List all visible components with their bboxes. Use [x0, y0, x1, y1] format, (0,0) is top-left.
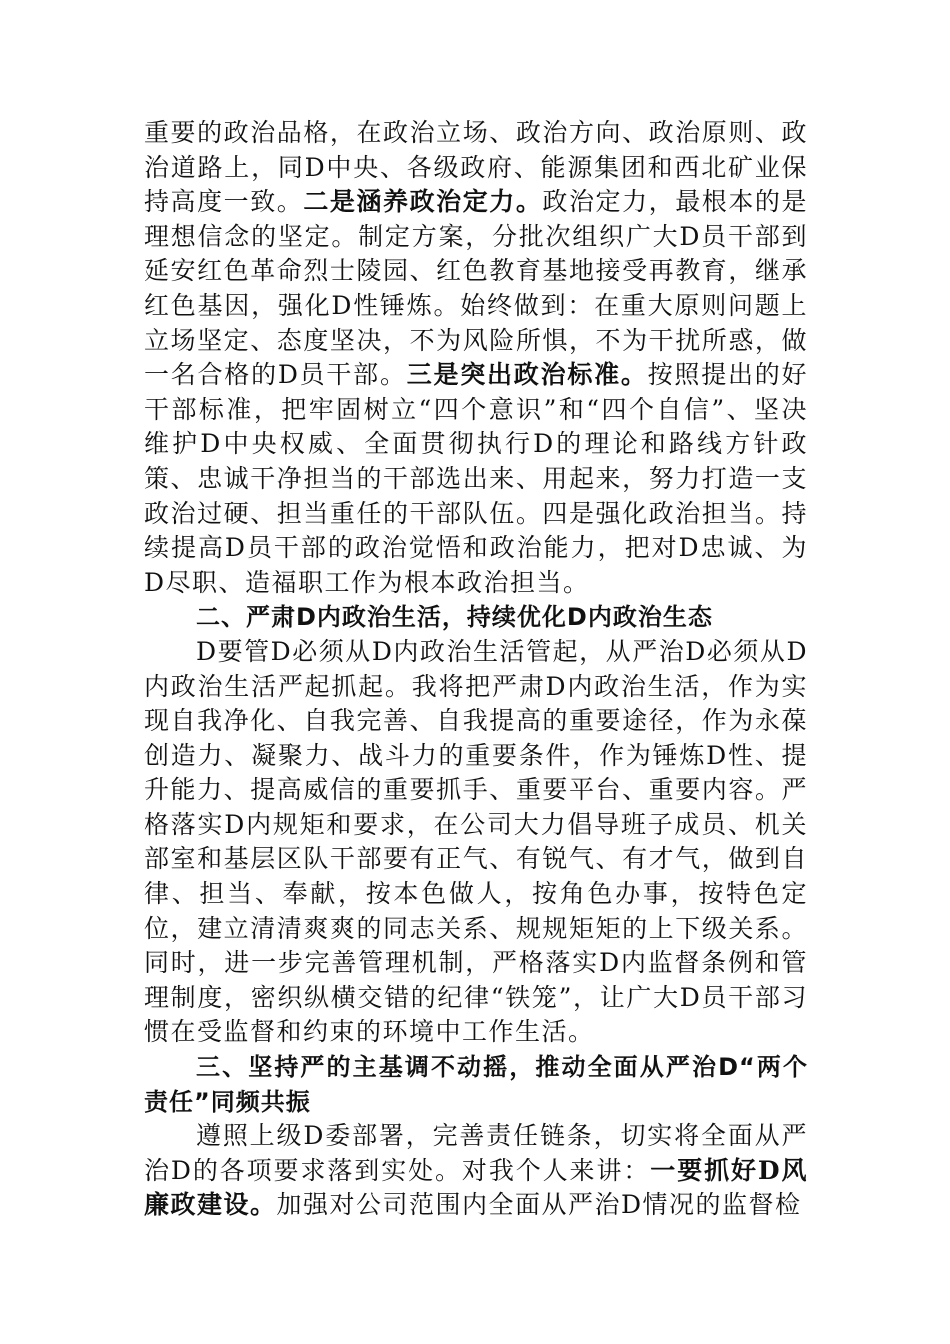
paragraph-political-standards [144, 116, 808, 600]
paragraph-political-life: D要管D必须从D内政治生活管起，从严治D必须从D内政治生活严起抓起。我将把严肃D内政治生活，作为实现自我净化、自我完善、自我提高的重要途径，作为永葆创造力、凝聚力、战斗力的重要条件，作为锤炼D性、提升能力、提高威信的重要抓手、重要平台、重要内容。严格落实D内规矩和要求，在公司大力倡导班子成员、机关部室和基层区队干部要有正气、有锐气、有才气，做到自律、担当、奉献，按本色做人，按角色办事，按特色定位，建立清清爽爽的同志关系、规规矩矩的上下级关系。同时，进一步完善管理机制，严格落实D内监督条例和管理制度，密织纵横交错的纪律“铁笼”，让广大D员干部习惯在受监督和约束的环境中工作生活。 [144, 636, 808, 1047]
paragraph-responsibility [144, 1119, 808, 1223]
bold-point-three: 三是突出政治标准。 [406, 360, 648, 390]
paragraph-text: 重要的政治品格，在政治立场、政治方向、政治原则、政治道路上，同D中央、各级政府、能源集团和西北矿业保持高度一致。 [144, 118, 808, 217]
paragraph-text: 政治定力，最根本的是理想信念的坚定。制定方案，分批次组织广大D员干部到延安红色革命烈士陵园、红色教育基地接受再教育，继承红色基因，强化D性锤炼。始终做到：在重大原则问题上立场坚定、态度坚决，不为风险所惧，不为干扰所惑，做一名合格的D员干部。 [144, 187, 808, 390]
bold-point-two: 二是涵养政治定力。 [303, 187, 543, 217]
paragraph-text: 按照提出的好干部标准，把牢固树立“四个意识”和“四个自信”、坚决维护D中央权威、全面贯彻执行D的理论和路线方针政策、忠诚干净担当的干部选出来、用起来，努力打造一支政治过硬、担当重任的干部队伍。四是强化政治担当。持续提高D员干部的政治觉悟和政治能力，把对D忠诚、为D尽职、造福职工作为根本政治担当。 [144, 360, 809, 597]
paragraph-text: 加强对公司范围内全面从严治D情况的监督检 [276, 1190, 802, 1220]
bold-point-one: 一要抓好D风廉政建设。 [144, 1155, 808, 1220]
document-body [144, 116, 808, 1223]
section-heading-two: 二、严肃D内政治生活，持续优化D内政治生态 [196, 603, 713, 632]
paragraph-text: 遵照上级D委部署，完善责任链条，切实将全面从严治D的各项要求落到实处。对我个人来讲： [144, 1121, 808, 1185]
section-heading-three: 三、坚持严的主基调不动摇，推动全面从严治D“两个责任”同频共振 [144, 1053, 808, 1116]
